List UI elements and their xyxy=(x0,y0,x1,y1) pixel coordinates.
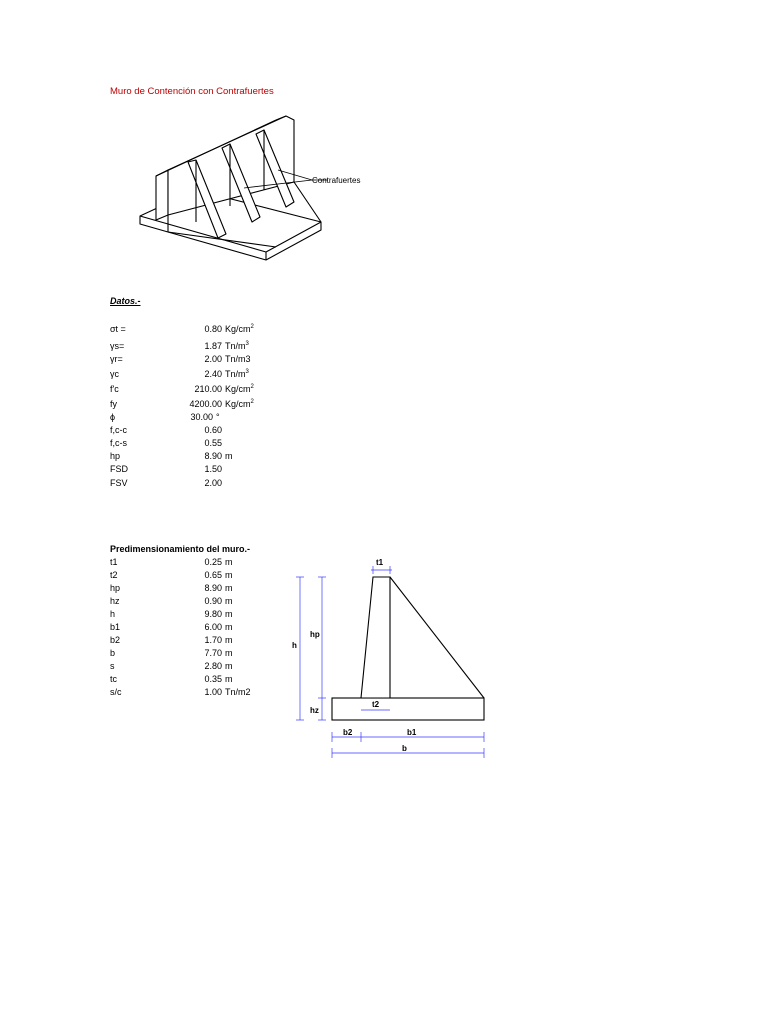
stem-shape xyxy=(361,577,390,698)
b1-label: b1 xyxy=(407,728,417,737)
hz-label: hz xyxy=(310,706,319,715)
footing-shape xyxy=(332,698,484,720)
list-item: f,c-c 0.60 xyxy=(110,425,222,435)
list-item: hz 0.90 m xyxy=(110,596,233,606)
h-label: h xyxy=(292,641,297,650)
list-item: b 7.70 m xyxy=(110,648,233,658)
t1-label: t1 xyxy=(376,558,384,567)
list-item: h 9.80 m xyxy=(110,609,233,619)
page-title: Muro de Contención con Contrafuertes xyxy=(110,86,274,97)
list-item: FSD 1.50 xyxy=(110,464,222,474)
list-item: fy 4200.00 $Kg/cm^2$ xyxy=(110,399,254,409)
list-item: γr= 2.00 Tn/m3 xyxy=(110,354,251,364)
list-item: γs= 1.87 $Tn/m^3$ xyxy=(110,341,249,351)
list-item: σt = 0.80 $Kg/cm^2$ xyxy=(110,324,254,334)
list-item: t1 0.25 m xyxy=(110,557,233,567)
b-label: b xyxy=(402,744,407,753)
list-item: tc 0.35 m xyxy=(110,674,233,684)
list-item: s/c 1.00 Tn/m2 xyxy=(110,687,251,697)
list-item: FSV 2.00 xyxy=(110,478,222,488)
list-item: f,c-s 0.55 xyxy=(110,438,222,448)
retaining-wall-illustration xyxy=(136,112,376,272)
buttress-line xyxy=(390,577,484,698)
list-item: b2 1.70 m xyxy=(110,635,233,645)
list-item: s 2.80 m xyxy=(110,661,233,671)
wall-section-diagram xyxy=(286,552,496,762)
predimensionamiento-heading: Predimensionamiento del muro.- xyxy=(110,544,251,554)
hp-label: hp xyxy=(310,630,320,639)
datos-heading: Datos.- xyxy=(110,296,141,306)
list-item: hp 8.90 m xyxy=(110,451,233,461)
list-item: t2 0.65 m xyxy=(110,570,233,580)
list-item: b1 6.00 m xyxy=(110,622,233,632)
b2-label: b2 xyxy=(343,728,353,737)
list-item: γc 2.40 $Tn/m^3$ xyxy=(110,369,249,379)
t2-label: t2 xyxy=(372,700,380,709)
list-item: ϕ 30.00 ° xyxy=(110,412,220,422)
list-item: hp 8.90 m xyxy=(110,583,233,593)
list-item: f'c 210.00 $Kg/cm^2$ xyxy=(110,384,254,394)
contrafuertes-label: Contrafuertes xyxy=(312,176,361,185)
